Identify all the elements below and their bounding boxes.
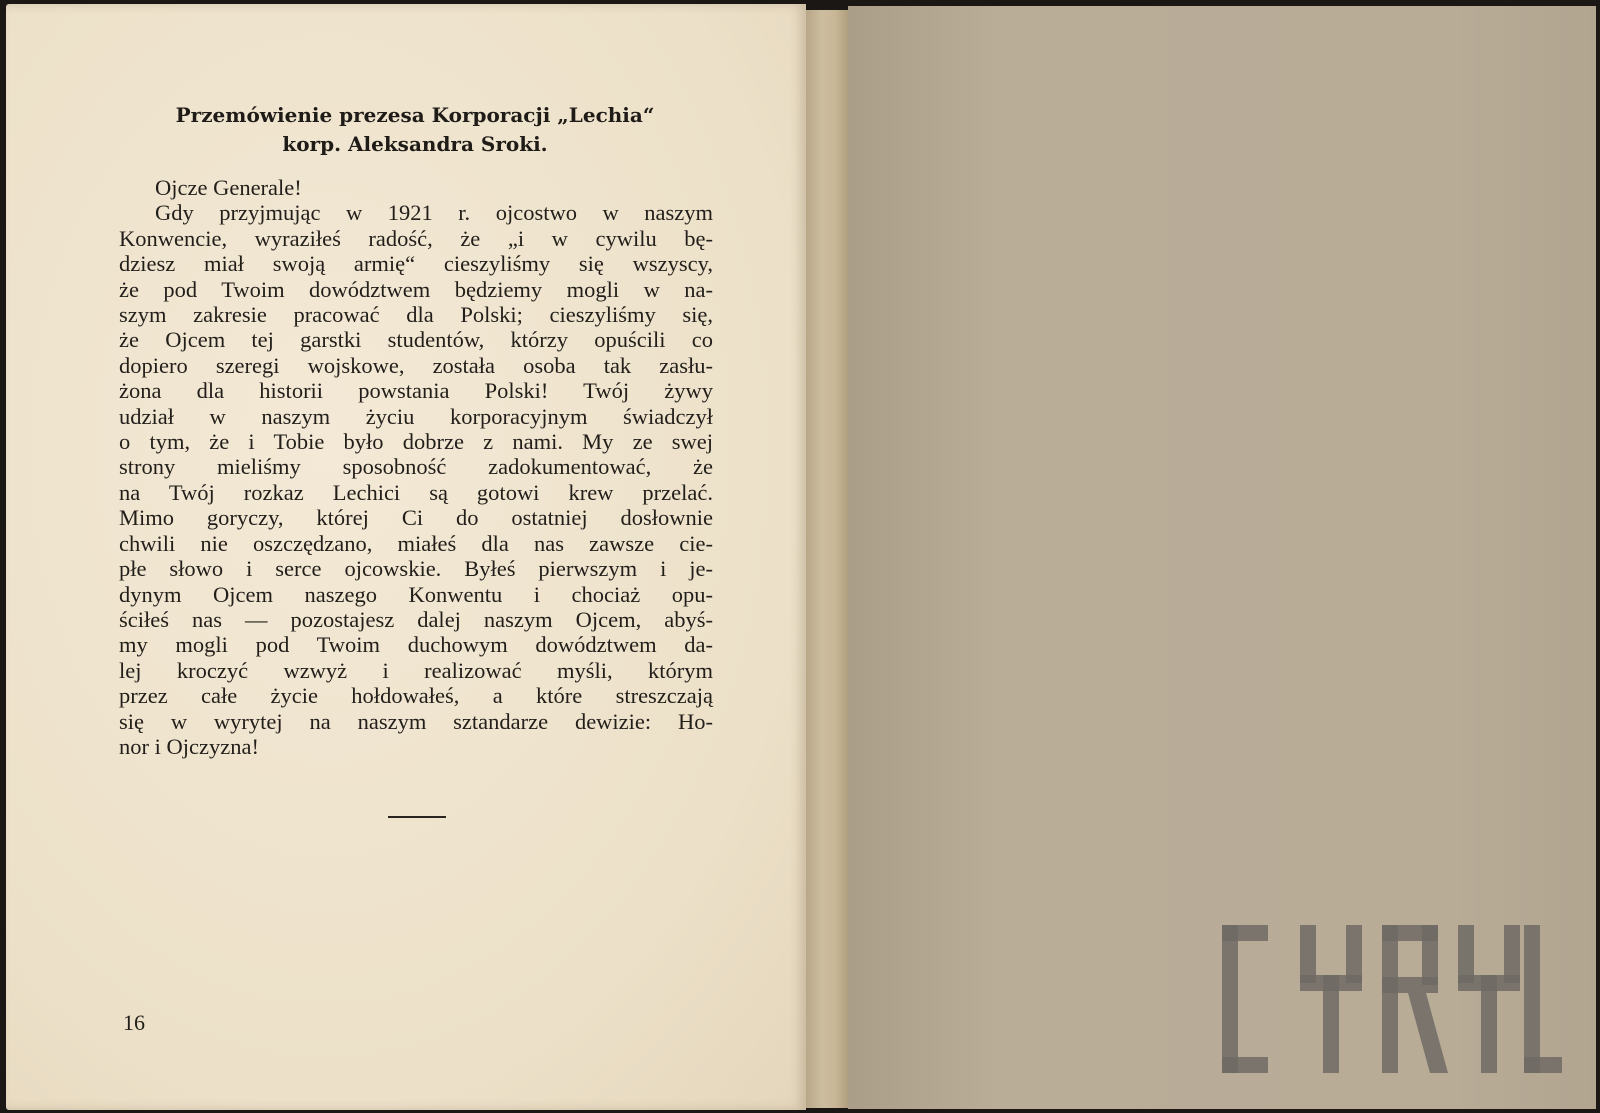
body-line: że pod Twoim dowództwem będziemy mogli w na- — [119, 276, 713, 302]
body-line: nor i Ojczyzna! — [119, 733, 259, 759]
body-line: dynym Ojcem naszego Konwentu i chociaż opu- — [119, 581, 713, 607]
end-rule-divider — [388, 816, 446, 818]
body-line: przez całe życie hołdowałeś, a które streszczają — [119, 683, 713, 709]
body-line: szym zakresie pracować dla Polski; cieszyliśmy się, — [119, 302, 713, 328]
body-line: że Ojcem tej garstki studentów, którzy opuścili co — [119, 327, 713, 353]
body-line: lej kroczyć wzwyż i realizować myśli, którym — [119, 657, 713, 683]
body-line: dopiero szeregi wojskowe, została osoba tak zasłu- — [119, 352, 713, 378]
body-line: Gdy przyjmując w 1921 r. ojcostwo w naszym — [155, 200, 713, 226]
body-line: ściłeś nas — pozostajesz dalej naszym Ojcem, abyś- — [119, 606, 713, 632]
book-spine — [806, 10, 852, 1108]
body-line: udział w naszym życiu korporacyjnym świadczył — [119, 403, 713, 429]
heading-line-1: Przemówienie prezesa Korporacji „Lechia“ — [175, 103, 655, 127]
body-line: Konwencie, wyraziłeś radość, że „i w cywilu bę- — [119, 225, 713, 251]
body-line: na Twój rozkaz Lechici są gotowi krew przelać. — [119, 479, 713, 505]
salutation: Ojcze Generale! — [155, 175, 302, 200]
body-line: dziesz miał swoją armię“ cieszyliśmy się wszyscy, — [119, 251, 713, 277]
body-line: żona dla historii powstania Polski! Twój żywy — [119, 378, 713, 404]
heading-line-2: korp. Aleksandra Sroki. — [282, 132, 548, 156]
body-line: Mimo goryczy, której Ci do ostatniej dosłownie — [119, 505, 713, 531]
body-line: płe słowo i serce ojcowskie. Byłeś pierwszym i je- — [119, 556, 713, 582]
body-line: my mogli pod Twoim duchowym dowództwem da- — [119, 632, 713, 658]
speech-body — [119, 175, 713, 759]
page-number: 16 — [123, 1010, 145, 1035]
body-line: się w wyrytej na naszym sztandarze dewizie: Ho- — [119, 708, 713, 734]
body-line: strony mieliśmy sposobność zadokumentować, że — [119, 454, 713, 480]
cyryl-watermark-logo — [1222, 925, 1562, 1075]
body-line: chwili nie oszczędzano, miałeś dla nas zawsze cie- — [119, 530, 713, 556]
speech-heading — [130, 101, 700, 159]
body-line: o tym, że i Tobie było dobrze z nami. My ze swej — [119, 429, 713, 455]
